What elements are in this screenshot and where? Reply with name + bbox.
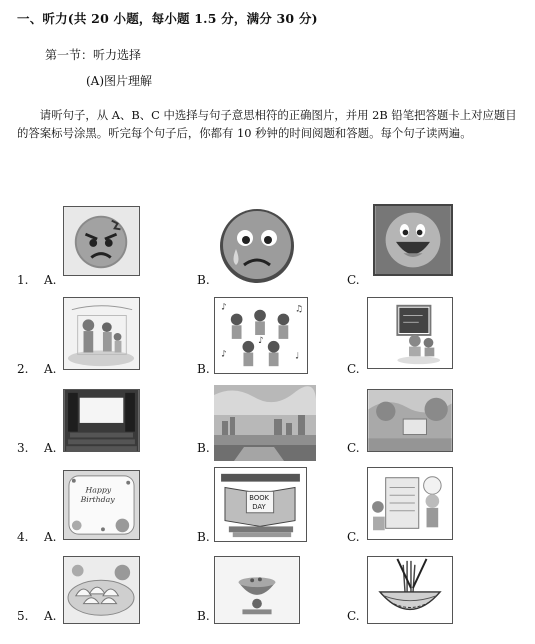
- option-label: A.: [44, 530, 57, 544]
- instructions-paragraph: 请听句子，从 A、B、C 中选择与句子意思相符的正确图片，并用 2B 铅笔把答题卡上对应题目的答案标号涂黑。听完每个句子后，你都有 10 秒钟的时间阅题和答题。每个句子读两遍。: [17, 108, 517, 140]
- option-label: C.: [347, 530, 360, 544]
- question-number: 1.: [17, 273, 29, 287]
- option-label: B.: [197, 609, 210, 623]
- svg-text:♪: ♪: [221, 302, 227, 313]
- birthday-text-1: Happy: [85, 485, 112, 495]
- book-day-icon[interactable]: [214, 467, 307, 542]
- option-label: A.: [44, 362, 57, 376]
- book-text-1: BOOK: [249, 494, 270, 503]
- soup-bowl-icon[interactable]: [214, 556, 300, 624]
- section-title: 一、听力(共 20 小题，每小题 1.5 分，满分 30 分): [17, 11, 318, 26]
- chef-menu-icon[interactable]: [367, 467, 453, 540]
- option-label: C.: [347, 609, 360, 623]
- option-label: C.: [347, 273, 360, 287]
- svg-text:♪: ♪: [221, 349, 227, 360]
- birthday-card-icon[interactable]: [63, 470, 140, 540]
- option-label: B.: [197, 273, 210, 287]
- angry-face-icon[interactable]: [63, 206, 140, 276]
- cinema-theater-icon[interactable]: [63, 389, 140, 452]
- subpart-heading: (A)图片理解: [86, 74, 153, 88]
- city-river-scene-icon[interactable]: [214, 385, 316, 461]
- svg-text:♪: ♪: [258, 335, 264, 346]
- option-label: A.: [44, 441, 57, 455]
- birthday-text-2: Birthday: [80, 495, 115, 505]
- svg-text:♩: ♩: [295, 351, 300, 362]
- svg-text:♫: ♫: [295, 304, 303, 315]
- part-heading: 第一节：听力选择: [45, 48, 142, 62]
- option-label: A.: [44, 273, 57, 287]
- question-number: 5.: [17, 609, 29, 623]
- option-label: A.: [44, 609, 57, 623]
- question-number: 3.: [17, 441, 29, 455]
- kids-at-blackboard-icon[interactable]: [367, 297, 453, 369]
- park-scene-icon[interactable]: [367, 389, 453, 452]
- question-number: 2.: [17, 362, 29, 376]
- children-singing-icon[interactable]: [214, 297, 308, 374]
- option-label: B.: [197, 530, 210, 544]
- sad-crying-face-icon[interactable]: [214, 205, 300, 285]
- option-label: B.: [197, 362, 210, 376]
- question-number: 4.: [17, 530, 29, 544]
- dumplings-icon[interactable]: [63, 556, 140, 624]
- option-label: B.: [197, 441, 210, 455]
- family-picture-icon[interactable]: [63, 297, 140, 370]
- noodles-bowl-icon[interactable]: [367, 556, 453, 624]
- option-label: C.: [347, 362, 360, 376]
- happy-face-icon[interactable]: [373, 204, 453, 276]
- book-text-2: DAY: [252, 502, 266, 511]
- option-label: C.: [347, 441, 360, 455]
